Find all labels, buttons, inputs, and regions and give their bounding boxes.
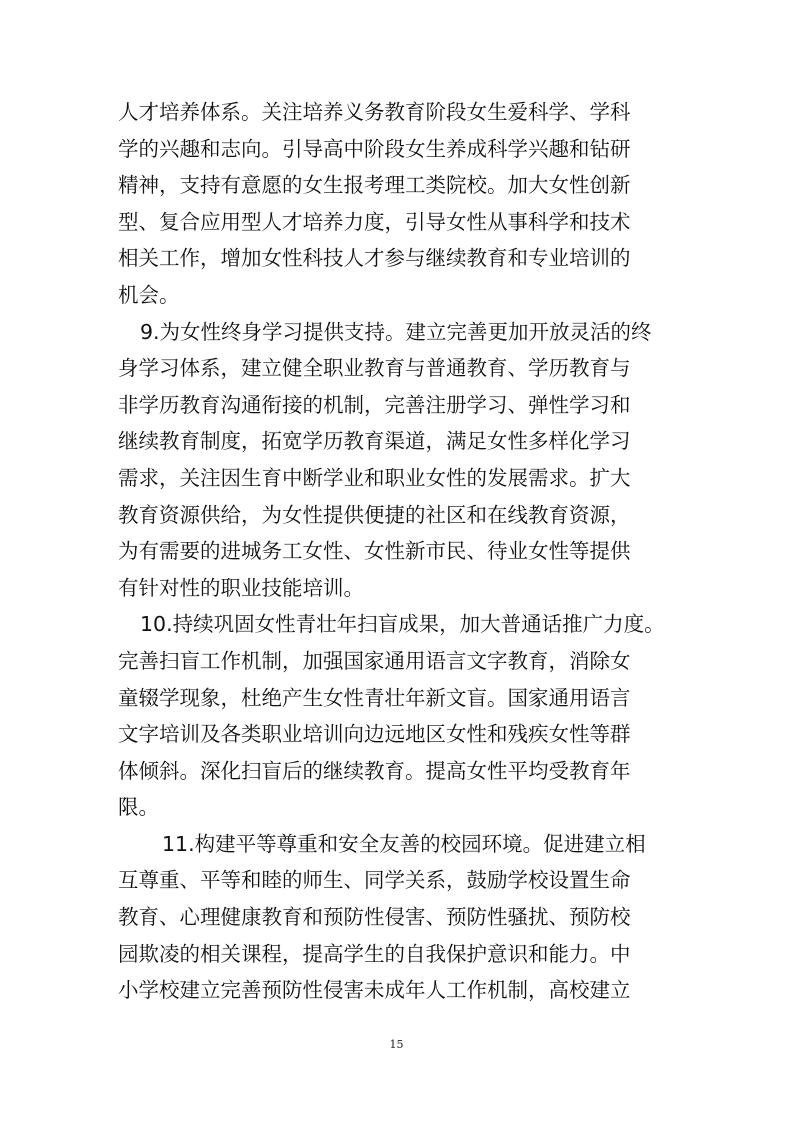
text-line: 精神，支持有意愿的女生报考理工类院校。加大女性创新 — [118, 173, 631, 198]
paragraph-start-11: 11.构建平等尊重和安全友善的校园环境。促进建立相 — [162, 831, 646, 856]
text-line: 人才培养体系。关注培养义务教育阶段女生爱科学、学科 — [118, 100, 631, 124]
text-line: 型、复合应用型人才培养力度，引导女性从事科学和技术 — [118, 209, 631, 234]
text-line: 完善扫盲工作机制，加强国家通用语言文字教育，消除女 — [118, 648, 631, 673]
text-line: 互尊重、平等和睦的师生、同学关系，鼓励学校设置生命 — [118, 868, 631, 893]
text-line: 文字培训及各类职业培训向边远地区女性和残疾女性等群 — [118, 722, 631, 747]
text-line: 需求，关注因生育中断学业和职业女性的发展需求。扩大 — [118, 465, 631, 490]
text-line: 有针对性的职业技能培训。 — [118, 575, 364, 600]
paragraph-start-10: 10.持续巩固女性青壮年扫盲成果，加大普通话推广力度。 — [140, 612, 665, 637]
text-line: 教育、心理健康教育和预防性侵害、预防性骚扰、预防校 — [118, 905, 631, 930]
page-number: 15 — [389, 1038, 404, 1051]
text-line: 园欺凌的相关课程，提高学生的自我保护意识和能力。中 — [118, 941, 631, 966]
text-line: 童辍学现象，杜绝产生女性青壮年新文盲。国家通用语言 — [118, 685, 631, 710]
text-line: 学的兴趣和志向。引导高中阶段女生养成科学兴趣和钻研 — [118, 136, 631, 161]
body-text — [118, 94, 698, 1009]
text-line: 相关工作，增加女性科技人才参与继续教育和专业培训的 — [118, 246, 631, 271]
text-line: 继续教育制度，拓宽学历教育渠道，满足女性多样化学习 — [118, 429, 631, 454]
text-line: 非学历教育沟通衔接的机制，完善注册学习、弹性学习和 — [118, 392, 631, 417]
text-line: 限。 — [118, 795, 159, 820]
text-line: 小学校建立完善预防性侵害未成年人工作机制，高校建立 — [118, 978, 631, 1003]
text-line: 机会。 — [118, 282, 180, 307]
text-line: 体倾斜。深化扫盲后的继续教育。提高女性平均受教育年 — [118, 758, 631, 783]
text-line: 教育资源供给，为女性提供便捷的社区和在线教育资源， — [118, 502, 631, 527]
paragraph-start-9: 9.为女性终身学习提供支持。建立完善更加开放灵活的终 — [140, 319, 652, 344]
text-line: 身学习体系，建立健全职业教育与普通教育、学历教育与 — [118, 356, 631, 381]
text-line: 为有需要的进城务工女性、女性新市民、待业女性等提供 — [118, 539, 631, 564]
